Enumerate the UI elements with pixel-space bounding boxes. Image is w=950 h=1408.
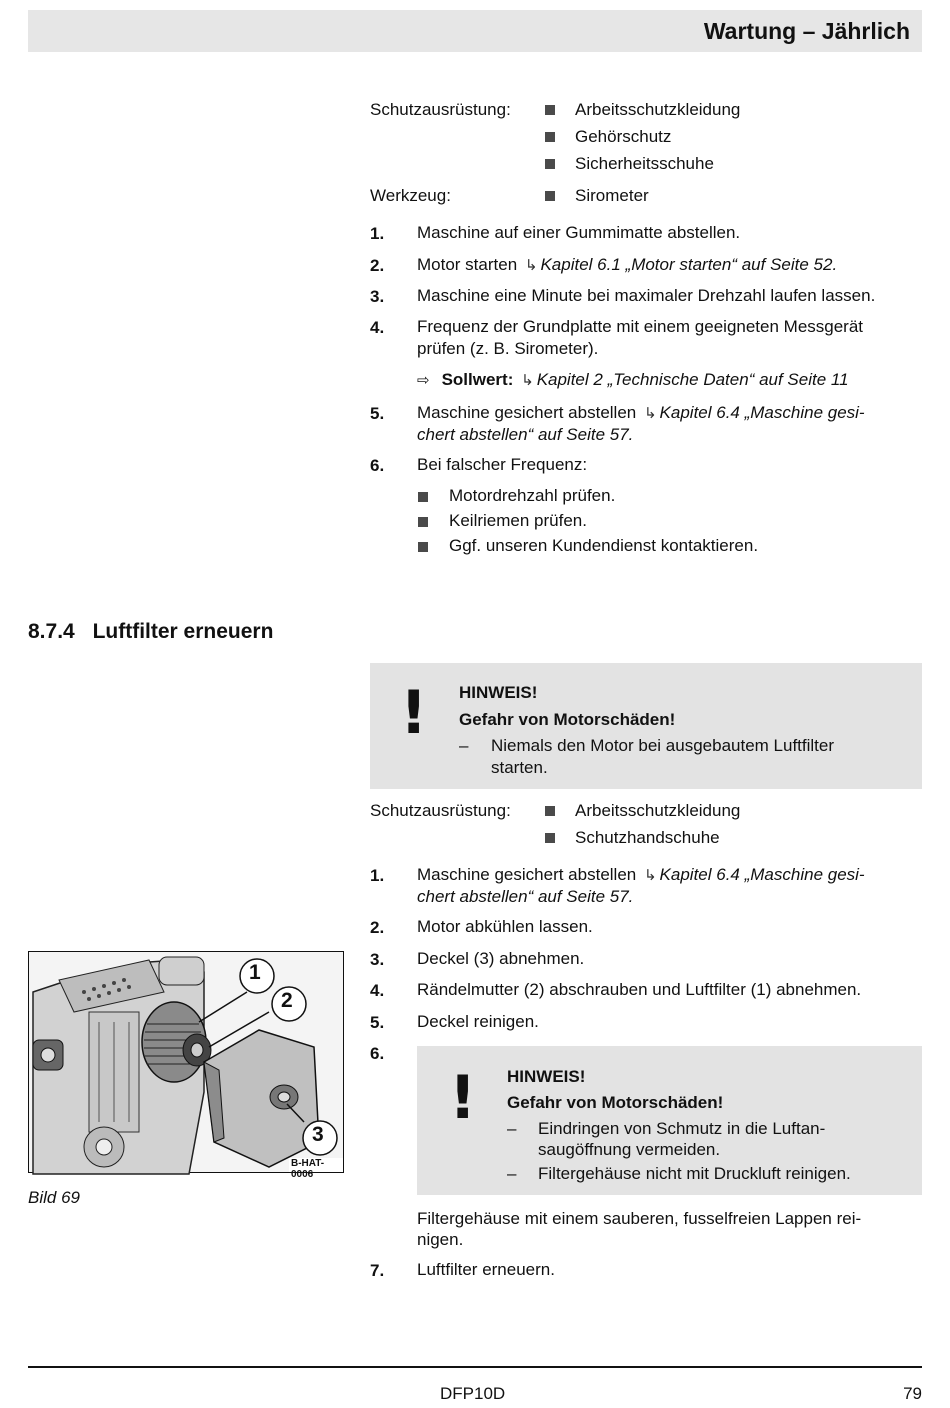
figure-caption: Bild 69 <box>28 1188 80 1207</box>
square-bullet-icon <box>418 517 428 527</box>
equipment-item: Arbeitsschutzkleidung <box>575 100 741 119</box>
step-text <box>417 864 865 887</box>
step-text: prüfen (z. B. Sirometer). <box>417 339 599 358</box>
section-heading <box>28 620 273 644</box>
reference-arrow-icon: ↳ <box>643 867 657 884</box>
section-number: 8.7.4 <box>28 620 75 643</box>
step-number: 4. <box>370 981 385 1000</box>
notice-item: Niemals den Motor bei ausgebautem Luftfilter <box>491 736 835 755</box>
step-text: Rändelmutter (2) abschrauben und Luftfilter (1) abnehmen. <box>417 980 862 999</box>
step-text: Bei falscher Frequenz: <box>417 455 588 474</box>
protective-equipment-label: Schutzausrüstung: <box>370 100 511 119</box>
callout-2: 2 <box>281 989 293 1012</box>
notice-box <box>370 663 922 789</box>
chapter-reference-link[interactable]: chert abstellen“ auf Seite 57. <box>417 425 634 444</box>
step-number: 7. <box>370 1261 385 1280</box>
sub-item: Motordrehzahl prüfen. <box>449 486 616 505</box>
reference-arrow-icon: ↳ <box>524 257 538 274</box>
step-number: 1. <box>370 866 385 885</box>
step-number: 6. <box>370 456 385 475</box>
notice-dash: – <box>459 736 469 755</box>
step-number: 5. <box>370 404 385 423</box>
engine-air-filter-figure <box>28 951 344 1180</box>
protective-equipment-label: Schutzausrüstung: <box>370 801 511 820</box>
step-text: Luftfilter erneuern. <box>417 1260 555 1279</box>
step-text: Filtergehäuse mit einem sauberen, fusselfreien Lappen rei- <box>417 1209 862 1228</box>
notice-title: HINWEIS! <box>459 683 538 702</box>
document-id: DFP10D <box>440 1384 506 1403</box>
notice-subtitle: Gefahr von Motorschäden! <box>507 1093 724 1112</box>
step-text-main: Maschine gesichert abstellen <box>417 403 637 422</box>
equipment-item: Gehörschutz <box>575 127 672 146</box>
notice-item: Filtergehäuse nicht mit Druckluft reinigen. <box>538 1164 851 1183</box>
notice-box <box>417 1046 922 1195</box>
equipment-item: Arbeitsschutzkleidung <box>575 801 741 820</box>
section-title: Luftfilter erneuern <box>92 620 274 643</box>
step-text-main: Motor starten <box>417 255 518 274</box>
notice-item: starten. <box>491 758 548 777</box>
square-bullet-icon <box>545 806 555 816</box>
notice-item: Eindringen von Schmutz in die Luftan- <box>538 1119 826 1138</box>
page-number: 79 <box>903 1384 922 1403</box>
reference-arrow-icon: ↳ <box>521 372 534 389</box>
notice-title: HINWEIS! <box>507 1067 586 1086</box>
square-bullet-icon <box>545 191 555 201</box>
square-bullet-icon <box>545 132 555 142</box>
tool-item: Sirometer <box>575 186 649 205</box>
step-text <box>417 402 865 425</box>
step-text-main: Maschine gesichert abstellen <box>417 865 637 884</box>
callout-1: 1 <box>249 961 261 984</box>
equipment-item: Sicherheitsschuhe <box>575 154 714 173</box>
square-bullet-icon <box>545 159 555 169</box>
step-text: Motor abkühlen lassen. <box>417 917 593 936</box>
step-text: Deckel reinigen. <box>417 1012 539 1031</box>
page-header <box>28 10 922 52</box>
reference-arrow-icon: ↳ <box>643 405 657 422</box>
step-number: 3. <box>370 287 385 306</box>
chapter-reference-link[interactable]: Kapitel 6.1 „Motor starten“ auf Seite 52. <box>540 255 838 274</box>
exclamation-icon: ! <box>400 678 428 748</box>
square-bullet-icon <box>545 105 555 115</box>
square-bullet-icon <box>418 542 428 552</box>
step-text: Maschine auf einer Gummimatte abstellen. <box>417 223 741 242</box>
step-text: Deckel (3) abnehmen. <box>417 949 585 968</box>
callout-3: 3 <box>312 1123 324 1146</box>
equipment-item: Schutzhandschuhe <box>575 828 720 847</box>
step-number: 3. <box>370 950 385 969</box>
step-number: 6. <box>370 1044 385 1063</box>
step-text: nigen. <box>417 1230 464 1249</box>
tool-label: Werkzeug: <box>370 186 451 205</box>
notice-subtitle: Gefahr von Motorschäden! <box>459 710 676 729</box>
footer-divider <box>28 1366 922 1368</box>
step-number: 1. <box>370 224 385 243</box>
result-line <box>417 369 849 392</box>
step-number: 2. <box>370 918 385 937</box>
chapter-reference-link[interactable]: Kapitel 6.4 „Maschine gesi- <box>659 403 865 422</box>
step-number: 5. <box>370 1013 385 1032</box>
result-label: Sollwert: <box>441 370 514 389</box>
step-text <box>417 254 837 277</box>
chapter-reference-link[interactable]: Kapitel 2 „Technische Daten“ auf Seite 11 <box>536 370 849 389</box>
notice-dash: – <box>507 1119 517 1138</box>
notice-item: saugöffnung vermeiden. <box>538 1140 721 1159</box>
square-bullet-icon <box>418 492 428 502</box>
notice-dash: – <box>507 1164 517 1183</box>
exclamation-icon: ! <box>449 1063 477 1133</box>
step-number: 2. <box>370 256 385 275</box>
step-text: Frequenz der Grundplatte mit einem geeigneten Messgerät <box>417 317 864 336</box>
engine-illustration <box>29 952 345 1174</box>
page-title: Wartung – Jährlich <box>703 18 910 44</box>
step-number: 4. <box>370 318 385 337</box>
figure-code: B-HAT-0006 <box>291 1158 325 1180</box>
chapter-reference-link[interactable]: Kapitel 6.4 „Maschine gesi- <box>659 865 865 884</box>
sub-item: Keilriemen prüfen. <box>449 511 587 530</box>
chapter-reference-link[interactable]: chert abstellen“ auf Seite 57. <box>417 887 634 906</box>
result-arrow-icon: ⇨ <box>417 372 430 389</box>
square-bullet-icon <box>545 833 555 843</box>
sub-item: Ggf. unseren Kundendienst kontaktieren. <box>449 536 759 555</box>
step-text: Maschine eine Minute bei maximaler Drehzahl laufen lassen. <box>417 286 876 305</box>
